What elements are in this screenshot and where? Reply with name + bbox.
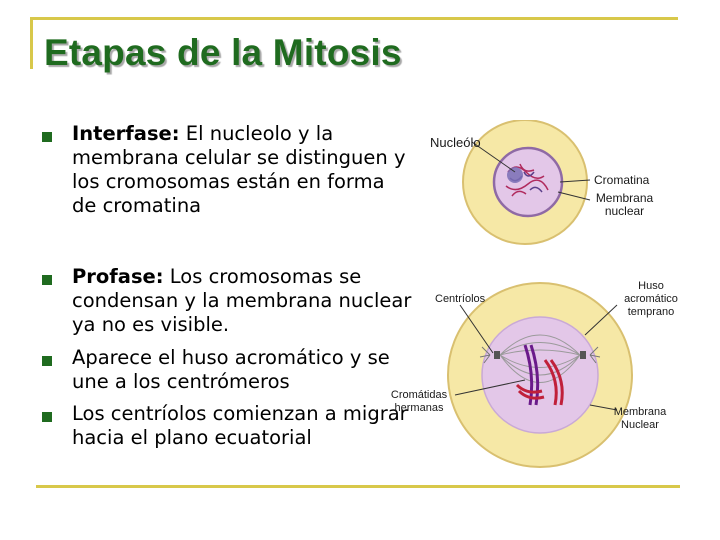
- label-membrana-nuclear: Membrana nuclear: [595, 191, 654, 218]
- bullet-text: Los cromosomas se condensan y la membrana nuclear ya no es visible.: [72, 265, 412, 336]
- bullet-term: Profase:: [72, 265, 164, 288]
- bullet-marker: [42, 275, 52, 285]
- bullet-centriolos: [72, 402, 412, 450]
- label-membrana-nuclear: Membrana Nuclear: [613, 406, 667, 431]
- bullet-interfase: [72, 122, 412, 218]
- label-huso-acromatico: Huso acromático temprano: [624, 280, 678, 318]
- bullet-text: Aparece el huso acromático y se une a los centrómeros: [72, 346, 390, 393]
- bullet-text: El nucleolo y la membrana celular se distinguen y los cromosomas están en forma de cromatina: [72, 122, 406, 217]
- bullet-marker: [42, 132, 52, 142]
- bullet-term: Interfase:: [72, 122, 180, 145]
- prophase-figure: [385, 275, 705, 475]
- label-cromatidas-hermanas: Cromátidas hermanas: [390, 389, 448, 414]
- bullet-marker: [42, 412, 52, 422]
- slide-title: Etapas de la Mitosis: [44, 32, 402, 73]
- bullet-text: Los centríolos comienzan a migrar hacia el plano ecuatorial: [72, 402, 408, 449]
- label-cromatina: Cromatina: [594, 173, 650, 187]
- frame-bottom-line: [36, 485, 680, 488]
- bullet-huso: [72, 346, 412, 394]
- label-nucleolo: Nucleólo: [430, 135, 481, 150]
- bullet-marker: [42, 356, 52, 366]
- interphase-figure: [420, 120, 695, 260]
- label-centriolos: Centríolos: [435, 293, 486, 305]
- frame-top-line: [30, 17, 678, 20]
- frame-left-line: [30, 17, 33, 69]
- bullet-profase: [72, 265, 412, 337]
